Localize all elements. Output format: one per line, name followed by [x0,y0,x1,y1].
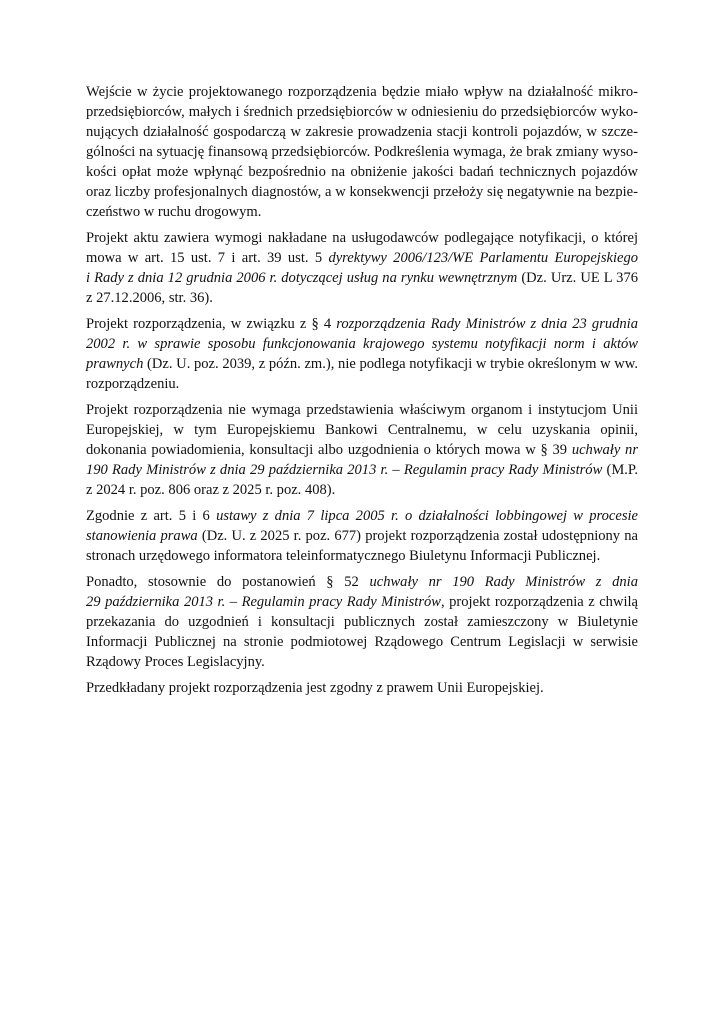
text-run: Ponadto, stosownie do postanowień § 52 [86,574,370,590]
text-run: , projekt rozporządzenia z chwilą przekazania do uzgodnień i konsultacji publicznych został zamieszczony w Biuletynie Informacji Publicznej na stronie podmiotowej Rządowego Centrum Legislacji w serwisie Rządowy Proces Legislacyjny. [86,594,638,670]
text-run: (Dz. U. poz. 2039, z późn. zm.), nie podlega notyfikacji w trybie określonym w ww. rozporządzeniu. [86,356,638,392]
paragraph [86,506,638,566]
paragraph [86,228,638,308]
paragraph [86,572,638,672]
text-run: (Dz. U. z 2025 r. poz. 677) projekt rozporządzenia został udostępniony na stronach urzędowego informatora teleinformatycznego Biuletynu Informacji Publicznej. [86,528,638,564]
text-run: Projekt rozporządzenia, w związku z § 4 [86,316,337,332]
citation-italic-run: rozporządzenia Rady Ministrów z dnia 23 grudnia 2002 r. w sprawie sposobu funkcjonowania krajowego systemu notyfikacji norm i aktów prawnych [86,316,638,372]
text-run: Zgodnie z art. 5 i 6 [86,508,217,524]
paragraph [86,82,638,222]
document-body [86,82,638,698]
text-run: (Dz. Urz. UE L 376 z 27.12.2006, str. 36). [86,270,638,306]
citation-italic-run: ustawy z dnia 7 lipca 2005 r. o działalności lobbingowej w procesie stanowienia prawa [86,508,638,544]
citation-italic-run: uchwały nr 190 Rady Ministrów z dnia 29 października 2013 r. – Regulamin pracy Rady Ministrów [86,442,638,478]
paragraph [86,400,638,500]
paragraph [86,678,638,698]
citation-italic-run: dyrektywy 2006/123/WE Parlamentu Europejskiego i Rady z dnia 12 grudnia 2006 r. dotyczącej usług na rynku wewnętrznym [86,250,638,286]
text-run: Projekt aktu zawiera wymogi nakładane na usługodawców podlegające notyfikacji, o której mowa w art. 15 ust. 7 i art. 39 ust. 5 [86,230,638,266]
text-run: Wejście w życie projektowanego rozporządzenia będzie miało wpływ na działalność mikroprzedsiębiorców, małych i średnich przedsiębiorców w odniesieniu do przedsiębiorców wykonujących działalność gospodarczą w zakresie prowadzenia stacji kontroli pojazdów, w szczególności na sytuację finansową przedsiębiorców. Podkreślenia wymaga, że brak zmiany wysokości opłat może wpłynąć bezpośrednio na obniżenie jakości badań technicznych pojazdów oraz liczby profesjonalnych diagnostów, a w konsekwencji przełoży się negatywnie na bezpieczeństwo w ruchu drogowym. [86,84,638,220]
citation-italic-run: uchwały nr 190 Rady Ministrów z dnia 29 października 2013 r. – Regulamin pracy Rady Ministrów [86,574,638,610]
text-run: (M.P. z 2024 r. poz. 806 oraz z 2025 r. poz. 408). [86,462,638,498]
paragraph [86,314,638,394]
text-run: Przedkładany projekt rozporządzenia jest zgodny z prawem Unii Europejskiej. [86,680,544,696]
text-run: Projekt rozporządzenia nie wymaga przedstawienia właściwym organom i instytucjom Unii Europejskiej, w tym Europejskiemu Bankowi Centralnemu, w celu uzyskania opinii, dokonania powiadomienia, konsultacji albo uzgodnienia o których mowa w § 39 [86,402,638,458]
